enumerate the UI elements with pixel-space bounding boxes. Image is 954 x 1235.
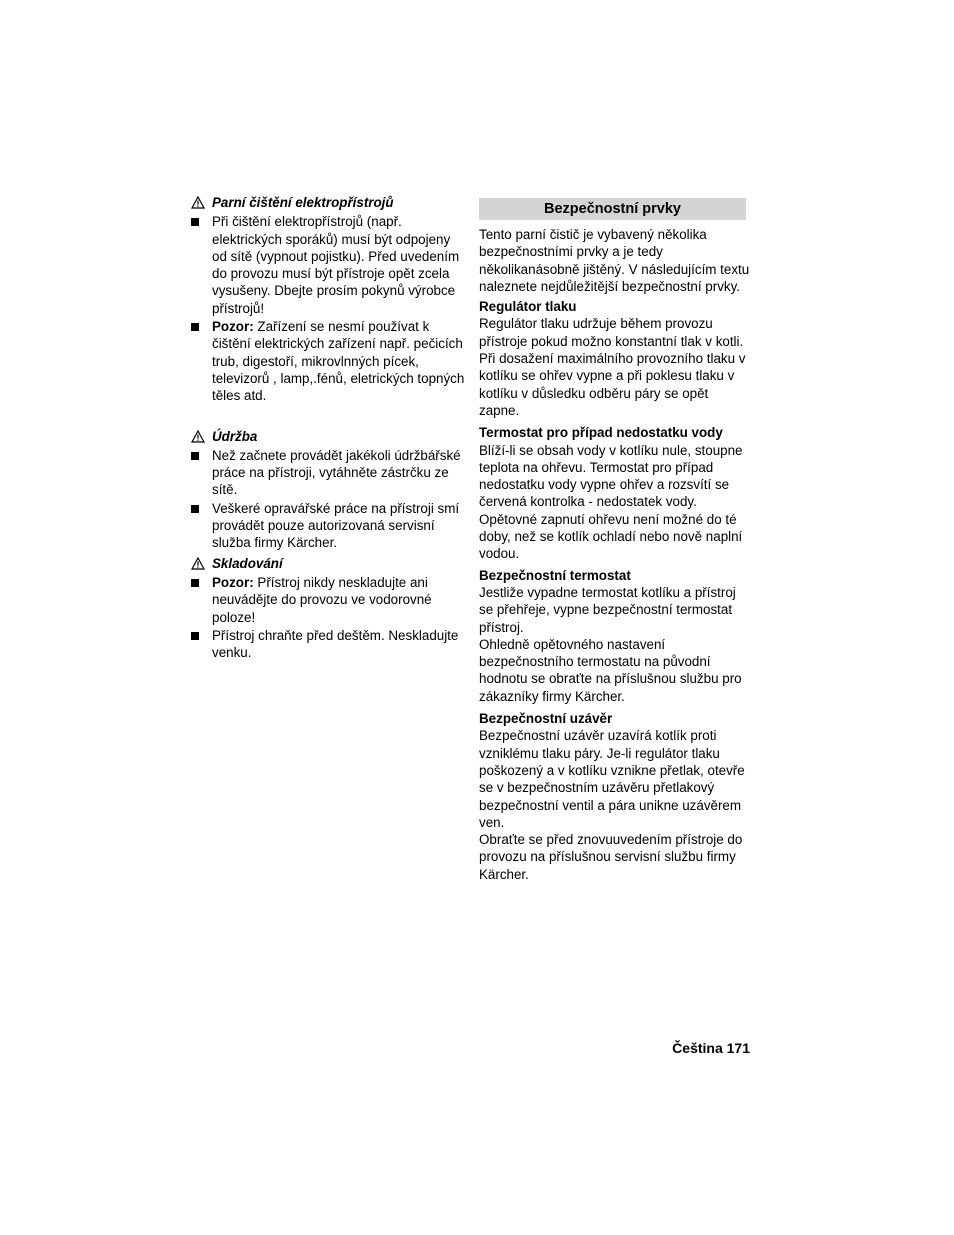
subsection-title: Bezpečnostní termostat: [479, 567, 631, 583]
square-bullet-icon: [191, 505, 199, 513]
section-title: Údržba: [212, 428, 258, 444]
paragraph: Opětovné zapnutí ohřevu není možné do té doby, než se kotlík ochladí nebo nově naplní vodou.: [479, 511, 743, 562]
list-item: [191, 213, 466, 317]
paragraph: Ohledně opětovného nastavení bezpečnostního termostatu na původní hodnotu se obraťte na příslušnou službu pro zákazníky firmy Kärcher.: [479, 636, 742, 704]
paragraph: Jestliže vypadne termostat kotlíku a přístroj se přehřeje, vypne bezpečnostní termostat přístroj.: [479, 584, 736, 635]
subsection-title: Regulátor tlaku: [479, 299, 577, 315]
section-heading: [191, 428, 466, 445]
paragraph: Blíží-li se obsah vody v kotlíku nule, stoupne teplota na ohřevu. Termostat pro případ nedostatku vody vypne ohřev a rozsvítí se červená kontrolka - nedostatek vody.: [479, 442, 743, 510]
list-item-text: Veškeré opravářské práce na přístroji smí provádět pouze autorizovaná servisní služba firmy Kärcher.: [212, 500, 460, 551]
subsection-title: Bezpečnostní uzávěr: [479, 711, 613, 727]
left-column: [191, 194, 466, 661]
square-bullet-icon: [191, 218, 199, 226]
paragraph: Obraťte se před znovuuvedením přístroje do provozu na příslušnou servisní službu firmy Kärcher.: [479, 832, 743, 882]
square-bullet-icon: [191, 452, 199, 460]
paragraph: Regulátor tlaku udržuje během provozu přístroje pokud možno konstantní tlak v kotli. Při dosažení maximálního provozního tlaku v kotlíku se ohřev vypne a při poklesu tlaku v kotlíku v důsledku odběru páry se opět zapne.: [479, 316, 746, 418]
list-item: [191, 318, 466, 404]
page-footer-label: Čeština 171: [672, 1040, 750, 1056]
subsection-title: Termostat pro případ nedostatku vody: [479, 425, 723, 441]
list-item-text: Zařízení se nesmí používat k čištění elektrických zařízení např. pečicích trub, digestoří, mikrovlnných pícek, televizorů , lamp,.fénů, eletrických topných těles atd.: [212, 319, 465, 404]
warning-triangle-icon: [191, 430, 205, 443]
square-bullet-icon: [191, 323, 199, 331]
warning-triangle-icon: [191, 557, 205, 570]
list-item-text: Než začnete provádět jakékoli údržbářské práce na přístroji, vytáhněte zástrčku ze sítě.: [212, 447, 461, 498]
list-item: [191, 447, 466, 499]
list-item-text: Přístroj nikdy neskladujte ani neuvádějte do provozu ve vodorovné poloze!: [212, 574, 432, 625]
section-title: Parní čištění elektropřístrojů: [212, 195, 394, 210]
warning-triangle-icon: [191, 196, 205, 209]
section-heading: [191, 194, 466, 211]
section-title-box: Bezpečnostní prvky: [479, 198, 746, 220]
intro-paragraph: Tento parní čistič je vybavený několika bezpečnostními prvky a je tedy několikanásobně jištěný. V následujícím textu naleznete nejdůležitější bezpečnostní prvky.: [479, 227, 750, 294]
list-item-text: Při čištění elektropřístrojů (např. elektrických sporáků) musí být odpojeny od sítě (vypnout pojistku). Před uvedením do provozu musí být přístroje opět zcela vysušeny. Dbejte prosím pokynů výrobce přístrojů!: [212, 214, 460, 316]
list-item: [191, 574, 466, 626]
section-heading: [191, 555, 466, 572]
right-column: [479, 198, 751, 883]
list-item: [191, 627, 466, 662]
square-bullet-icon: [191, 632, 199, 640]
section-title: Skladování: [212, 555, 283, 571]
list-item-lead: Pozor:: [212, 319, 254, 335]
paragraph: Bezpečnostní uzávěr uzavírá kotlík proti vzniklému tlaku páry. Je-li regulátor tlaku poškozený a v kotlíku vznikne přetlak, otevře se v bezpečnostním uzávěru přetlakový bezpečnostní ventil a pára unikne uzávěrem ven.: [479, 728, 745, 830]
list-item-text: Přístroj chraňte před deštěm. Neskladujte venku.: [212, 627, 459, 661]
list-item: [191, 500, 466, 552]
list-item-lead: Pozor:: [212, 574, 254, 590]
square-bullet-icon: [191, 579, 199, 587]
